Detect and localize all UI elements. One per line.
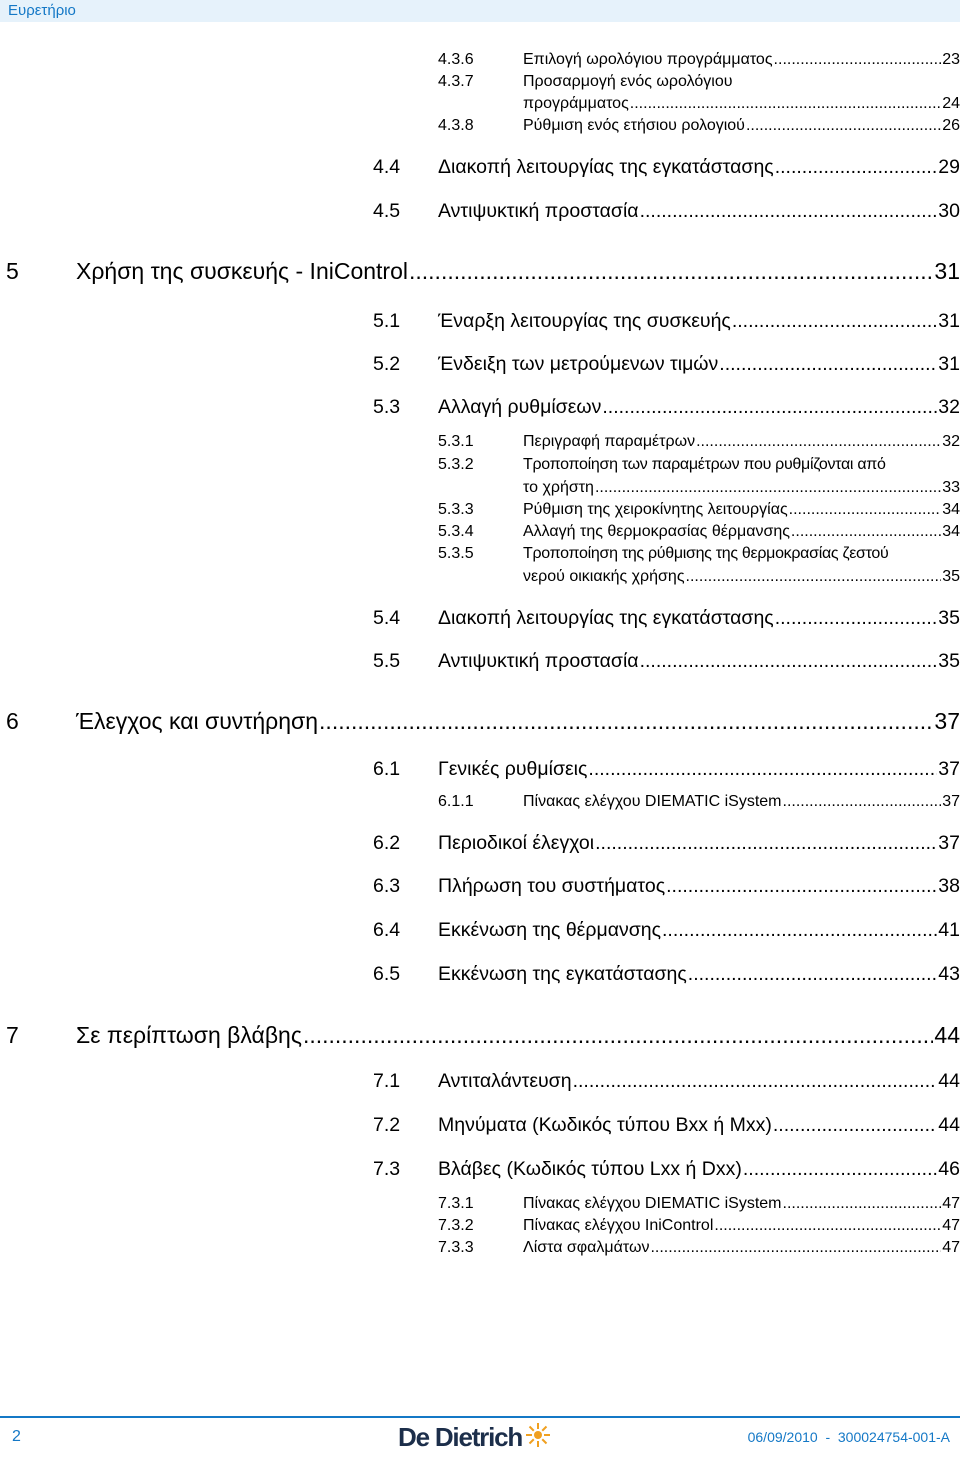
toc-entry-page: 47 xyxy=(942,1195,960,1212)
toc-entry-title: Αλλαγή ρυθμίσεων xyxy=(438,396,602,418)
toc-entry-5[interactable] xyxy=(6,258,960,285)
toc-entry-page: 44 xyxy=(938,1070,960,1092)
toc-entry-4-4[interactable] xyxy=(373,156,960,179)
toc-entry-title: Εκκένωση της θέρμανσης xyxy=(438,919,662,941)
toc-entry-page: 47 xyxy=(942,1217,960,1234)
toc-entry-title: Μηνύματα (Κωδικός τύπου Bxx ή Mxx) xyxy=(438,1114,772,1136)
toc-entry-number: 6 xyxy=(6,708,19,734)
leader-dots xyxy=(630,95,941,113)
toc-entry-page: 43 xyxy=(938,963,960,985)
toc-entry-7-3-1[interactable] xyxy=(438,1195,960,1213)
toc-entry-number: 5.3.5 xyxy=(438,545,474,562)
leader-dots xyxy=(773,1114,937,1137)
header-band xyxy=(0,0,960,22)
toc-entry-5-3-2-continuation[interactable] xyxy=(523,479,960,497)
toc-entry-title: Αντιψυκτική προστασία xyxy=(438,200,639,222)
leader-dots xyxy=(688,963,938,986)
toc-entry-page: 31 xyxy=(938,353,960,375)
toc-entry-4-3-6[interactable] xyxy=(438,51,960,69)
toc-entry-number: 5.3.4 xyxy=(438,523,474,540)
toc-entry-5-3[interactable] xyxy=(373,396,960,419)
toc-entry-title: Αντιταλάντευση xyxy=(438,1070,572,1092)
toc-entry-number: 7.2 xyxy=(373,1114,401,1136)
toc-entry-4-3-8[interactable] xyxy=(438,117,960,135)
leader-dots xyxy=(409,258,933,285)
toc-entry-number: 5.3.1 xyxy=(438,433,474,450)
toc-entry-7-1[interactable] xyxy=(373,1070,960,1093)
toc-entry-title: Διακοπή λειτουργίας της εγκατάστασης xyxy=(438,607,774,629)
toc-entry-6-2[interactable] xyxy=(373,832,960,855)
toc-entry-number: 7 xyxy=(6,1022,19,1048)
toc-entry-7-2[interactable] xyxy=(373,1114,960,1137)
leader-dots xyxy=(588,758,937,781)
toc-entry-page: 37 xyxy=(938,832,960,854)
leader-dots xyxy=(789,501,942,519)
toc-entry-title: Βλάβες (Κωδικός τύπου Lxx ή Dxx) xyxy=(438,1158,742,1180)
toc-entry-5-3-3[interactable] xyxy=(438,501,960,519)
leader-dots xyxy=(791,523,941,541)
toc-entry-number: 4.3.6 xyxy=(438,51,474,68)
toc-entry-title: Προσαρμογή ενός ωρολόγιου xyxy=(523,73,733,90)
toc-entry-page: 34 xyxy=(942,501,960,518)
toc-entry-page: 35 xyxy=(938,607,960,629)
leader-dots xyxy=(640,650,938,673)
toc-entry-page: 26 xyxy=(942,117,960,134)
leader-dots xyxy=(650,1239,941,1257)
toc-entry-number: 5.3 xyxy=(373,396,401,418)
toc-entry-number: 5.4 xyxy=(373,607,401,629)
toc-entry-page: 32 xyxy=(942,433,960,450)
toc-entry-page: 32 xyxy=(938,396,960,418)
leader-dots xyxy=(640,200,938,223)
toc-entry-5-3-4[interactable] xyxy=(438,523,960,541)
toc-entry-5-5[interactable] xyxy=(373,650,960,673)
leader-dots xyxy=(714,1217,941,1235)
toc-entry-5-3-5[interactable] xyxy=(438,545,960,563)
leader-dots xyxy=(732,310,937,333)
toc-entry-page: 30 xyxy=(938,200,960,222)
toc-entry-title: Τροποποίηση των παραμέτρων που ρυθμίζονται από xyxy=(523,456,886,473)
toc-entry-number: 5.3.3 xyxy=(438,501,474,518)
toc-entry-7-3-2[interactable] xyxy=(438,1217,960,1235)
toc-entry-page: 35 xyxy=(938,650,960,672)
toc-entry-number: 5.5 xyxy=(373,650,401,672)
toc-entry-title: Ένδειξη των μετρούμενων τιμών xyxy=(438,353,719,375)
toc-entry-title-continuation: νερού οικιακής χρήσης xyxy=(523,568,685,585)
toc-entry-page: 33 xyxy=(942,479,960,496)
toc-entry-number: 6.2 xyxy=(373,832,401,854)
leader-dots xyxy=(719,353,937,376)
toc-entry-title: Γενικές ρυθμίσεις xyxy=(438,758,588,780)
toc-entry-title: Χρήση της συσκευής - IniControl xyxy=(76,258,408,284)
toc-entry-6-5[interactable] xyxy=(373,963,960,986)
toc-entry-page: 31 xyxy=(934,258,960,284)
toc-entry-6-3[interactable] xyxy=(373,875,960,898)
toc-entry-page: 44 xyxy=(934,1022,960,1048)
toc-entry-number: 5.3.2 xyxy=(438,456,474,473)
toc-entry-title: Επιλογή ωρολόγιου προγράμματος xyxy=(523,51,773,68)
toc-entry-page: 37 xyxy=(942,793,960,810)
toc-entry-7[interactable] xyxy=(6,1022,960,1049)
toc-entry-number: 6.3 xyxy=(373,875,401,897)
toc-entry-6-4[interactable] xyxy=(373,919,960,942)
leader-dots xyxy=(775,156,938,179)
leader-dots xyxy=(662,919,937,942)
toc-entry-title: Εκκένωση της εγκατάστασης xyxy=(438,963,687,985)
toc-entry-page: 31 xyxy=(938,310,960,332)
brand-logo xyxy=(398,1422,551,1453)
toc-entry-number: 6.1 xyxy=(373,758,401,780)
toc-entry-title: Έλεγχος και συντήρηση xyxy=(76,708,319,734)
leader-dots xyxy=(686,568,942,586)
toc-entry-page: 24 xyxy=(942,95,960,112)
toc-entry-title: Έναρξη λειτουργίας της συσκευής xyxy=(438,310,731,332)
toc-entry-number: 7.3 xyxy=(373,1158,401,1180)
toc-entry-5-1[interactable] xyxy=(373,310,960,333)
toc-entry-page: 44 xyxy=(938,1114,960,1136)
toc-entry-page: 41 xyxy=(938,919,960,941)
toc-entry-page: 35 xyxy=(942,568,960,585)
toc-entry-number: 6.1.1 xyxy=(438,793,474,810)
toc-entry-6[interactable] xyxy=(6,708,960,735)
toc-entry-4-3-7[interactable] xyxy=(438,73,960,91)
toc-entry-7-3-3[interactable] xyxy=(438,1239,960,1257)
footer-page-number: 2 xyxy=(12,1428,21,1445)
brand-logo-text: De Dietrich xyxy=(398,1422,523,1452)
leader-dots xyxy=(743,1158,937,1181)
leader-dots xyxy=(783,1195,942,1213)
toc-entry-page: 29 xyxy=(938,156,960,178)
toc-entry-number: 7.3.3 xyxy=(438,1239,474,1256)
leader-dots xyxy=(666,875,937,898)
toc-entry-page: 37 xyxy=(938,758,960,780)
toc-entry-title: Τροποποίηση της ρύθμισης της θερμοκρασίας ζεστού xyxy=(523,545,889,562)
toc-entry-5-4[interactable] xyxy=(373,607,960,630)
toc-entry-number: 4.3.8 xyxy=(438,117,474,134)
toc-entry-title: Ρύθμιση ενός ετήσιου ρολογιού xyxy=(523,117,745,134)
toc-entry-number: 7.3.1 xyxy=(438,1195,474,1212)
leader-dots xyxy=(303,1022,933,1049)
leader-dots xyxy=(595,479,941,497)
toc-entry-page: 23 xyxy=(942,51,960,68)
toc-entry-7-3[interactable] xyxy=(373,1158,960,1181)
toc-entry-number: 5.1 xyxy=(373,310,401,332)
footer-divider xyxy=(0,1416,960,1418)
toc-entry-page: 47 xyxy=(942,1239,960,1256)
toc-entry-number: 6.4 xyxy=(373,919,401,941)
toc-entry-5-3-2[interactable] xyxy=(438,456,960,474)
toc-entry-title: Ρύθμιση της χειροκίνητης λειτουργίας xyxy=(523,501,788,518)
leader-dots xyxy=(696,433,941,451)
footer-document-reference: 06/09/2010 - 300024754-001-A xyxy=(747,1429,950,1445)
toc-entry-number: 5.2 xyxy=(373,353,401,375)
leader-dots xyxy=(774,51,942,69)
toc-entry-6-1[interactable] xyxy=(373,758,960,781)
toc-entry-title: Σε περίπτωση βλάβης xyxy=(76,1022,302,1048)
leader-dots xyxy=(602,396,937,419)
leader-dots xyxy=(746,117,941,135)
leader-dots xyxy=(595,832,937,855)
leader-dots xyxy=(783,793,942,811)
toc-entry-page: 38 xyxy=(938,875,960,897)
toc-entry-4-3-7-continuation[interactable] xyxy=(523,95,960,113)
toc-entry-title: Λίστα σφαλμάτων xyxy=(523,1239,650,1256)
toc-entry-title: Αντιψυκτική προστασία xyxy=(438,650,639,672)
toc-entry-title: Περιγραφή παραμέτρων xyxy=(523,433,696,450)
toc-entry-number: 7.1 xyxy=(373,1070,401,1092)
leader-dots xyxy=(573,1070,938,1093)
toc-entry-title: Περιοδικοί έλεγχοι xyxy=(438,832,595,854)
leader-dots xyxy=(775,607,938,630)
toc-entry-page: 37 xyxy=(934,708,960,734)
toc-entry-page: 34 xyxy=(942,523,960,540)
toc-entry-5-2[interactable] xyxy=(373,353,960,376)
toc-entry-title-continuation: προγράμματος xyxy=(523,95,629,112)
toc-entry-page: 46 xyxy=(938,1158,960,1180)
toc-entry-5-3-1[interactable] xyxy=(438,433,960,451)
leader-dots xyxy=(319,708,933,735)
toc-entry-number: 6.5 xyxy=(373,963,401,985)
page-header-title: Ευρετήριο xyxy=(8,2,76,19)
toc-entry-title: Πίνακας ελέγχου DIEMATIC iSystem xyxy=(523,793,782,810)
toc-entry-number: 4.3.7 xyxy=(438,73,474,90)
toc-entry-6-1-1[interactable] xyxy=(438,793,960,811)
toc-entry-number: 7.3.2 xyxy=(438,1217,474,1234)
toc-entry-4-5[interactable] xyxy=(373,200,960,223)
toc-entry-title: Αλλαγή της θερμοκρασίας θέρμανσης xyxy=(523,523,790,540)
toc-entry-5-3-5-continuation[interactable] xyxy=(523,568,960,586)
toc-entry-number: 5 xyxy=(6,258,19,284)
toc-entry-title: Πίνακας ελέγχου IniControl xyxy=(523,1217,714,1234)
toc-entry-number: 4.5 xyxy=(373,200,401,222)
brand-mark-icon xyxy=(525,1422,551,1453)
toc-entry-title-continuation: το χρήστη xyxy=(523,479,594,496)
toc-entry-number: 4.4 xyxy=(373,156,401,178)
toc-entry-title: Διακοπή λειτουργίας της εγκατάστασης xyxy=(438,156,774,178)
toc-entry-title: Πίνακας ελέγχου DIEMATIC iSystem xyxy=(523,1195,782,1212)
toc-entry-title: Πλήρωση του συστήματος xyxy=(438,875,666,897)
